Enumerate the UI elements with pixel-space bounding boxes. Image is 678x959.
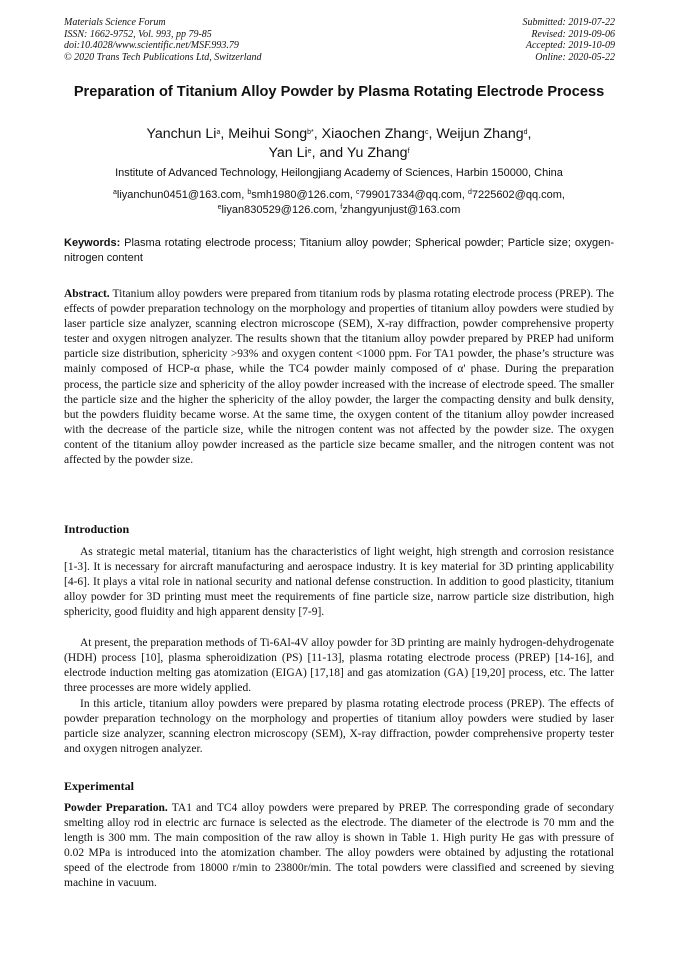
abstract-label: Abstract. <box>64 288 110 300</box>
keywords-section <box>64 236 614 266</box>
email-address[interactable]: 7225602@qq.com <box>471 189 562 201</box>
author-name: Xiaochen Zhang <box>321 126 425 142</box>
issn-line: ISSN: 1662-9752, Vol. 993, pp 79-85 <box>64 28 212 40</box>
accepted-date: Accepted: 2019-10-09 <box>525 40 615 52</box>
email-sup: b <box>247 189 252 196</box>
introduction-heading: Introduction <box>64 522 130 536</box>
author-sup: a <box>216 129 221 136</box>
submitted-date: Submitted: 2019-07-22 <box>522 17 615 28</box>
powder-preparation-label: Powder Preparation. <box>64 802 168 814</box>
affiliation: Institute of Advanced Technology, Heilongjiang Academy of Sciences, Harbin 150000, China <box>115 167 563 179</box>
author-conjunction: and <box>319 145 347 161</box>
abstract-text: Titanium alloy powders were prepared from titanium rods by plasma rotating electrode process (PREP). The effects of powder preparation technology on the morphology and properties of titanium alloy powders were studied by laser particle size analyzer, scanning electron microscope (SEM), X-ray diffraction, powder comprehensive property tester and oxygen nitrogen analyzer. The results shown that the titanium alloy powder prepared by PREP had uniform particle size distribution, sphericity >93% and oxygen content <1000 ppm. For TA1 powder, the phase’s structure was mainly composed of HCP-α phase, while the TC4 powder mainly composed of α' phase. During the preparation process, the particle size and sphericity of the alloy powder increased with the increase of electrode speed. The smaller the particle size and the higher the sphericity of the alloy powder, the larger the compacting density and bulk density, but the powders fluidity became worse. At the same time, the oxygen content of the titanium alloy powder increased with the decrease of the particle size, while the nitrogen content was not affected by the powder size. The oxygen content of the titanium alloy powder increased as the particle size became smaller, and the nitrogen content was not affected by the powder size. <box>64 288 614 467</box>
powder-preparation-paragraph <box>64 801 614 892</box>
author-sup: c <box>424 129 429 136</box>
email-address[interactable]: zhangyunjust@163.com <box>342 204 461 216</box>
email-sup: f <box>340 204 343 211</box>
email-address[interactable]: liyanchun0451@163.com <box>116 189 242 201</box>
journal-name: Materials Science Forum <box>64 17 166 28</box>
email-sup: d <box>467 189 472 196</box>
email-address[interactable]: 799017334@qq.com <box>359 189 462 201</box>
introduction-paragraph-1: As strategic metal material, titanium has the characteristics of light weight, high strength and corrosion resistance [1-3]. It is necessary for aircraft manufacturing and aerospace industry. It is key material for 3D printing applicability [4-6]. It plays a vital role in national security and national defense construction. In addition to good plasticity, titanium alloy powder for 3D printing must meet the requirements of fine particle size, narrow particle size distribution, high sphericity, good fluidity and high apparent density [7-9]. <box>64 546 614 619</box>
author-name: Yan Li <box>268 145 308 161</box>
revised-date: Revised: 2019-09-06 <box>531 28 615 40</box>
author-sup: e <box>307 148 312 155</box>
author-name: Yanchun Li <box>146 126 217 142</box>
author-name: Yu Zhang <box>346 145 408 161</box>
keywords-label: Keywords: <box>64 237 121 249</box>
journal-header-right <box>523 17 616 63</box>
copyright-line: © 2020 Trans Tech Publications Ltd, Switzerland <box>64 51 262 63</box>
keywords-text: Plasma rotating electrode process; Titanium alloy powder; Spherical powder; Particle size; oxygen-nitrogen content <box>64 237 614 264</box>
author-sup: f <box>407 148 410 155</box>
author-name: Meihui Song <box>228 126 308 142</box>
experimental-heading: Experimental <box>64 779 134 793</box>
author-list: Yanchun Li$^a$, Meihui Song$^{b*}$, Xiaochen Zhang$^c$, Weijun Zhang$^d$, Yan Li$^e$, and Yu Zhang$^f$ <box>146 126 532 161</box>
introduction-paragraph-2: At present, the preparation methods of Ti-6Al-4V alloy powder for 3D printing are mainly hydrogen-dehydrogenate (HDH) process [10], plasma spheroidization (PS) [11-13], plasma rotating electrode process (PREP) [14-16], and electrode induction melting gas atomization (EIGA) [17,18] and gas atomization (GA) [19,20] process, etc. The latter three processes are more widely applied. <box>64 637 614 695</box>
author-name: Weijun Zhang <box>436 126 524 142</box>
author-sup: b* <box>307 129 314 136</box>
email-address[interactable]: liyan830529@126.com <box>221 204 335 216</box>
introduction-paragraph-3: In this article, titanium alloy powders were prepared by plasma rotating electrode process (PREP). The effects of powder preparation technology on the morphology and properties of titanium alloy powders were studied by laser particle size analyzer, scanning electron microscopy (SEM), X-ray diffraction, powder comprehensive property tester and oxygen nitrogen analyzer. <box>64 698 614 756</box>
email-list: $^a$liyanchun0451@163.com, $^b$smh1980@126.com, $^c$799017334@qq.com, $^d$7225602@qq.com, $^e$liyan830529@126.com, $^f$zhangyunjust@163.com <box>113 189 565 216</box>
email-sup: e <box>217 204 222 211</box>
online-date: Online: 2020-05-22 <box>535 51 615 63</box>
abstract-paragraph <box>64 287 614 468</box>
email-sup: a <box>113 189 117 196</box>
paper-title: Preparation of Titanium Alloy Powder by Plasma Rotating Electrode Process <box>73 84 605 100</box>
email-address[interactable]: smh1980@126.com <box>251 189 350 201</box>
powder-preparation-text: TA1 and TC4 alloy powders were prepared by PREP. The corresponding grade of secondary smelting alloy rod in electric arc furnace is selected as the electrode. The diameter of the electrode is 70 mm and the length is 300 mm. The main composition of the raw alloy is shown in Table 1. High purity He gas with pressure of 0.02 MPa is introduced into the atomization chamber. The alloy powders were obtained by adjusting the rotational speed of the electrode from 18000 r/min to 23800r/min. The total powders were classified and screened by sieving machine in vacuum. <box>64 802 614 890</box>
email-sup: c <box>356 189 360 196</box>
author-sup: d <box>523 129 528 136</box>
doi-line: doi:10.4028/www.scientific.net/MSF.993.79 <box>64 40 239 52</box>
journal-header-left <box>64 17 262 63</box>
